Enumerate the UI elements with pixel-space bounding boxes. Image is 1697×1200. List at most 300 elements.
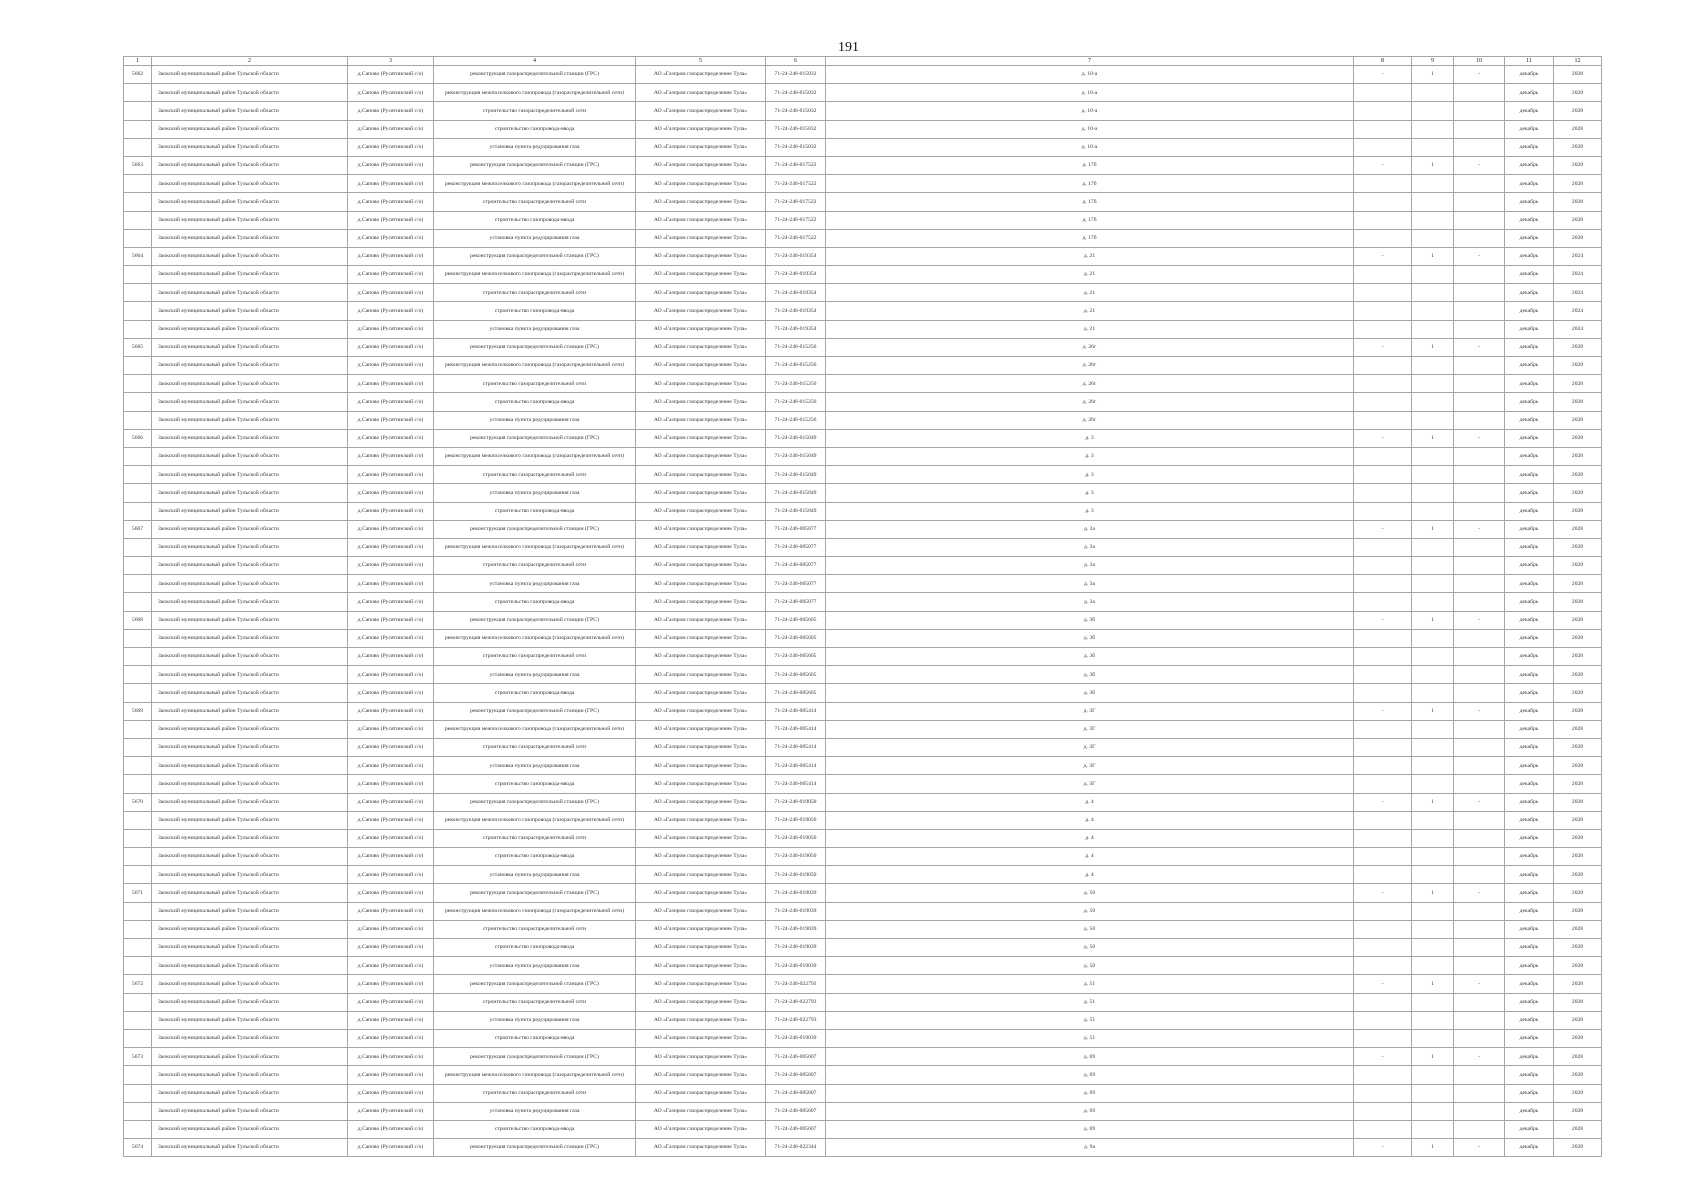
table-cell-col-7: д. 50 [826, 957, 1354, 975]
table-cell-col-4: реконструкция газораспределительной станции (ГРС) [434, 702, 636, 720]
table-cell-col-11: декабрь [1505, 939, 1554, 957]
table-cell-col-7: д. 10-а [826, 102, 1354, 120]
table-cell-col-3: д.Сапово (Русятинский с/о) [348, 338, 434, 356]
table-cell-col-2: Заокский муниципальный район Тульской области [152, 993, 348, 1011]
table-cell-col-10 [1454, 229, 1505, 247]
table-cell-col-6: 71-24-246-019050 [766, 811, 826, 829]
table-cell-col-5: АО «Газпром газораспределение Тула» [636, 447, 766, 465]
table-cell-col-8: - [1354, 338, 1412, 356]
table-cell-col-11: декабрь [1505, 357, 1554, 375]
table-cell-col-9: 1 [1412, 1139, 1454, 1157]
table-cell-col-5: АО «Газпром газораспределение Тула» [636, 702, 766, 720]
table-cell-col-9 [1412, 138, 1454, 156]
table-cell-col-4: строительство газораспределительной сети [434, 920, 636, 938]
table-cell-col-8 [1354, 829, 1412, 847]
table-cell-col-1 [124, 939, 152, 957]
table-cell-col-2: Заокский муниципальный район Тульской области [152, 393, 348, 411]
table-cell-col-6: 71-24-246-015256 [766, 411, 826, 429]
table-cell-col-4: строительство газораспределительной сети [434, 738, 636, 756]
table-cell-col-5: АО «Газпром газораспределение Тула» [636, 193, 766, 211]
table-cell-col-12: 2028 [1554, 175, 1602, 193]
table-cell-col-7: д. 26г [826, 375, 1354, 393]
table-cell-col-9 [1412, 502, 1454, 520]
table-cell-col-9 [1412, 1084, 1454, 1102]
table-cell-col-3: д.Сапово (Русятинский с/о) [348, 648, 434, 666]
table-cell-col-4: установка пункта редуцирования газа [434, 666, 636, 684]
table-cell-col-9 [1412, 302, 1454, 320]
table-cell-col-10 [1454, 957, 1505, 975]
table-cell-col-10 [1454, 557, 1505, 575]
table-cell-col-11: декабрь [1505, 411, 1554, 429]
table-cell-col-5: АО «Газпром газораспределение Тула» [636, 520, 766, 538]
table-cell-col-12: 2028 [1554, 1066, 1602, 1084]
table-cell-col-3: д.Сапово (Русятинский с/о) [348, 920, 434, 938]
table-cell-col-9 [1412, 757, 1454, 775]
table-cell-col-8: - [1354, 702, 1412, 720]
table-cell-col-2: Заокский муниципальный район Тульской области [152, 229, 348, 247]
table-row [124, 648, 1602, 666]
table-cell-col-12: 2028 [1554, 684, 1602, 702]
table-cell-col-9: 1 [1412, 975, 1454, 993]
table-cell-col-4: установка пункта редуцирования газа [434, 229, 636, 247]
table-cell-col-11: декабрь [1505, 957, 1554, 975]
table-cell-col-1 [124, 411, 152, 429]
table-cell-col-9: 1 [1412, 66, 1454, 84]
table-row [124, 866, 1602, 884]
table-cell-col-8 [1354, 302, 1412, 320]
table-cell-col-2: Заокский муниципальный район Тульской области [152, 266, 348, 284]
table-cell-col-7: д. 4 [826, 829, 1354, 847]
table-cell-col-4: реконструкция межпоселкового газопровода (газораспределительной сети) [434, 84, 636, 102]
table-cell-col-12: 2028 [1554, 338, 1602, 356]
table-cell-col-6: 71-24-246-015032 [766, 138, 826, 156]
table-cell-col-11: декабрь [1505, 829, 1554, 847]
table-cell-col-9 [1412, 848, 1454, 866]
table-cell-col-10 [1454, 939, 1505, 957]
table-cell-col-9 [1412, 720, 1454, 738]
table-cell-col-12: 2024 [1554, 247, 1602, 265]
table-cell-col-10 [1454, 993, 1505, 1011]
table-cell-col-7: д. 3 [826, 447, 1354, 465]
table-cell-col-9: 1 [1412, 611, 1454, 629]
table-cell-col-5: АО «Газпром газораспределение Тула» [636, 593, 766, 611]
table-cell-col-9 [1412, 466, 1454, 484]
table-cell-col-9 [1412, 902, 1454, 920]
table-cell-col-7: д. 69 [826, 1102, 1354, 1120]
table-cell-col-10 [1454, 375, 1505, 393]
table-cell-col-12: 2028 [1554, 939, 1602, 957]
table-cell-col-5: АО «Газпром газораспределение Тула» [636, 1120, 766, 1138]
table-cell-col-1 [124, 84, 152, 102]
table-cell-col-2: Заокский муниципальный район Тульской области [152, 429, 348, 447]
table-cell-col-8: - [1354, 611, 1412, 629]
table-cell-col-8 [1354, 393, 1412, 411]
table-cell-col-10: - [1454, 975, 1505, 993]
table-cell-col-1: 5672 [124, 975, 152, 993]
table-cell-col-1 [124, 648, 152, 666]
table-cell-col-9 [1412, 993, 1454, 1011]
table-cell-col-12: 2028 [1554, 793, 1602, 811]
table-cell-col-6: 71-24-246-022793 [766, 1011, 826, 1029]
table-cell-col-4: строительство газораспределительной сети [434, 557, 636, 575]
table-cell-col-4: реконструкция газораспределительной станции (ГРС) [434, 975, 636, 993]
table-row [124, 66, 1602, 84]
table-cell-col-6: 71-24-246-017522 [766, 156, 826, 174]
table-cell-col-2: Заокский муниципальный район Тульской области [152, 120, 348, 138]
table-cell-col-7: д. 26г [826, 411, 1354, 429]
table-cell-col-12: 2028 [1554, 1048, 1602, 1066]
table-cell-col-11: декабрь [1505, 484, 1554, 502]
table-cell-col-3: д.Сапово (Русятинский с/о) [348, 975, 434, 993]
table-cell-col-4: установка пункта редуцирования газа [434, 957, 636, 975]
table-row [124, 302, 1602, 320]
table-cell-col-4: реконструкция газораспределительной станции (ГРС) [434, 884, 636, 902]
table-cell-col-3: д.Сапово (Русятинский с/о) [348, 320, 434, 338]
table-cell-col-8: - [1354, 247, 1412, 265]
table-cell-col-4: строительство газораспределительной сети [434, 829, 636, 847]
table-cell-col-6: 71-24-246-019354 [766, 266, 826, 284]
table-cell-col-3: д.Сапово (Русятинский с/о) [348, 84, 434, 102]
table-row [124, 229, 1602, 247]
table-row [124, 666, 1602, 684]
table-cell-col-3: д.Сапово (Русятинский с/о) [348, 993, 434, 1011]
table-cell-col-3: д.Сапово (Русятинский с/о) [348, 684, 434, 702]
table-cell-col-6: 71-24-246-019039 [766, 957, 826, 975]
table-cell-col-4: реконструкция газораспределительной станции (ГРС) [434, 247, 636, 265]
table-cell-col-4: реконструкция межпоселкового газопровода (газораспределительной сети) [434, 447, 636, 465]
table-cell-col-8: - [1354, 520, 1412, 538]
table-cell-col-5: АО «Газпром газораспределение Тула» [636, 338, 766, 356]
table-row [124, 1048, 1602, 1066]
table-cell-col-3: д.Сапово (Русятинский с/о) [348, 902, 434, 920]
table-cell-col-12: 2028 [1554, 629, 1602, 647]
table-cell-col-12: 2028 [1554, 484, 1602, 502]
table-cell-col-10 [1454, 266, 1505, 284]
table-cell-col-2: Заокский муниципальный район Тульской области [152, 484, 348, 502]
table-cell-col-11: декабрь [1505, 684, 1554, 702]
table-cell-col-1 [124, 447, 152, 465]
table-cell-col-12: 2028 [1554, 66, 1602, 84]
table-cell-col-10 [1454, 920, 1505, 938]
table-cell-col-12: 2028 [1554, 502, 1602, 520]
table-cell-col-10 [1454, 829, 1505, 847]
table-cell-col-1: 5665 [124, 338, 152, 356]
table-cell-col-11: декабрь [1505, 1029, 1554, 1047]
table-cell-col-7: д. 69 [826, 1048, 1354, 1066]
table-cell-col-9 [1412, 629, 1454, 647]
table-cell-col-11: декабрь [1505, 520, 1554, 538]
table-cell-col-3: д.Сапово (Русятинский с/о) [348, 811, 434, 829]
table-cell-col-4: установка пункта редуцирования газа [434, 411, 636, 429]
table-row [124, 502, 1602, 520]
table-cell-col-11: декабрь [1505, 66, 1554, 84]
column-header-4: 4 [434, 57, 636, 66]
table-cell-col-4: установка пункта редуцирования газа [434, 484, 636, 502]
table-cell-col-12: 2024 [1554, 284, 1602, 302]
table-cell-col-8 [1354, 175, 1412, 193]
table-cell-col-3: д.Сапово (Русятинский с/о) [348, 884, 434, 902]
table-cell-col-8 [1354, 848, 1412, 866]
table-cell-col-10 [1454, 484, 1505, 502]
table-cell-col-12: 2028 [1554, 720, 1602, 738]
table-cell-col-2: Заокский муниципальный район Тульской области [152, 884, 348, 902]
column-header-9: 9 [1412, 57, 1454, 66]
table-cell-col-10 [1454, 1066, 1505, 1084]
table-cell-col-9 [1412, 666, 1454, 684]
table-cell-col-6: 71-24-246-005605 [766, 629, 826, 647]
table-cell-col-5: АО «Газпром газораспределение Тула» [636, 902, 766, 920]
table-cell-col-1 [124, 629, 152, 647]
table-cell-col-5: АО «Газпром газораспределение Тула» [636, 66, 766, 84]
table-cell-col-3: д.Сапово (Русятинский с/о) [348, 484, 434, 502]
table-cell-col-11: декабрь [1505, 757, 1554, 775]
table-row [124, 411, 1602, 429]
table-cell-col-3: д.Сапово (Русятинский с/о) [348, 1066, 434, 1084]
table-cell-col-3: д.Сапово (Русятинский с/о) [348, 175, 434, 193]
table-cell-col-12: 2024 [1554, 266, 1602, 284]
table-cell-col-6: 71-24-246-022793 [766, 975, 826, 993]
table-cell-col-8 [1354, 193, 1412, 211]
table-cell-col-1 [124, 211, 152, 229]
table-cell-col-8 [1354, 466, 1412, 484]
table-cell-col-11: декабрь [1505, 902, 1554, 920]
table-cell-col-11: декабрь [1505, 120, 1554, 138]
table-cell-col-11: декабрь [1505, 193, 1554, 211]
table-cell-col-8: - [1354, 1139, 1412, 1157]
table-cell-col-8 [1354, 757, 1412, 775]
table-cell-col-7: д. 50 [826, 939, 1354, 957]
table-cell-col-4: установка пункта редуцирования газа [434, 757, 636, 775]
table-cell-col-3: д.Сапово (Русятинский с/о) [348, 775, 434, 793]
table-cell-col-8 [1354, 1066, 1412, 1084]
table-cell-col-12: 2028 [1554, 920, 1602, 938]
table-cell-col-3: д.Сапово (Русятинский с/о) [348, 502, 434, 520]
table-cell-col-7: д. 3б [826, 684, 1354, 702]
table-cell-col-5: АО «Газпром газораспределение Тула» [636, 357, 766, 375]
table-cell-col-4: строительство газопровода-ввода [434, 939, 636, 957]
table-cell-col-6: 71-24-246-015049 [766, 447, 826, 465]
table-cell-col-3: д.Сапово (Русятинский с/о) [348, 629, 434, 647]
table-cell-col-9 [1412, 266, 1454, 284]
column-header-12: 12 [1554, 57, 1602, 66]
table-cell-col-11: декабрь [1505, 666, 1554, 684]
table-cell-col-12: 2028 [1554, 102, 1602, 120]
table-cell-col-7: д. 4 [826, 793, 1354, 811]
table-cell-col-2: Заокский муниципальный район Тульской области [152, 520, 348, 538]
table-cell-col-2: Заокский муниципальный район Тульской области [152, 975, 348, 993]
table-cell-col-9 [1412, 920, 1454, 938]
table-cell-col-1 [124, 120, 152, 138]
table-cell-col-6: 71-24-246-019039 [766, 920, 826, 938]
table-cell-col-2: Заокский муниципальный район Тульской области [152, 702, 348, 720]
table-cell-col-4: реконструкция межпоселкового газопровода (газораспределительной сети) [434, 720, 636, 738]
table-cell-col-9 [1412, 957, 1454, 975]
table-cell-col-1 [124, 193, 152, 211]
table-cell-col-6: 71-24-246-015032 [766, 120, 826, 138]
table-cell-col-12: 2028 [1554, 138, 1602, 156]
table-cell-col-9: 1 [1412, 429, 1454, 447]
table-row [124, 902, 1602, 920]
table-cell-col-11: декабрь [1505, 975, 1554, 993]
table-cell-col-7: д. 17б [826, 229, 1354, 247]
table-cell-col-5: АО «Газпром газораспределение Тула» [636, 775, 766, 793]
table-cell-col-5: АО «Газпром газораспределение Тула» [636, 211, 766, 229]
table-cell-col-11: декабрь [1505, 866, 1554, 884]
table-cell-col-4: реконструкция газораспределительной станции (ГРС) [434, 338, 636, 356]
table-cell-col-6: 71-24-246-015032 [766, 102, 826, 120]
table-cell-col-6: 71-24-246-015049 [766, 466, 826, 484]
table-cell-col-1: 5669 [124, 702, 152, 720]
table-cell-col-1 [124, 1066, 152, 1084]
table-cell-col-6: 71-24-246-005414 [766, 775, 826, 793]
table-cell-col-8 [1354, 102, 1412, 120]
table-cell-col-1 [124, 266, 152, 284]
table-cell-col-5: АО «Газпром газораспределение Тула» [636, 866, 766, 884]
table-row [124, 84, 1602, 102]
table-cell-col-12: 2028 [1554, 466, 1602, 484]
table-cell-col-6: 71-24-246-015049 [766, 502, 826, 520]
table-cell-col-12: 2028 [1554, 666, 1602, 684]
table-cell-col-3: д.Сапово (Русятинский с/о) [348, 593, 434, 611]
table-cell-col-10 [1454, 1084, 1505, 1102]
table-cell-col-8 [1354, 811, 1412, 829]
table-cell-col-7: д. 51 [826, 1029, 1354, 1047]
table-cell-col-10 [1454, 393, 1505, 411]
table-cell-col-6: 71-24-246-017522 [766, 193, 826, 211]
table-cell-col-2: Заокский муниципальный район Тульской области [152, 411, 348, 429]
table-cell-col-3: д.Сапово (Русятинский с/о) [348, 357, 434, 375]
table-cell-col-7: д. 10-а [826, 120, 1354, 138]
table-cell-col-10 [1454, 211, 1505, 229]
table-row [124, 811, 1602, 829]
table-row [124, 557, 1602, 575]
table-cell-col-4: строительство газопровода-ввода [434, 848, 636, 866]
table-cell-col-2: Заокский муниципальный район Тульской области [152, 302, 348, 320]
table-cell-col-1 [124, 720, 152, 738]
table-cell-col-1 [124, 1120, 152, 1138]
table-cell-col-3: д.Сапово (Русятинский с/о) [348, 466, 434, 484]
table-cell-col-5: АО «Газпром газораспределение Тула» [636, 466, 766, 484]
table-cell-col-5: АО «Газпром газораспределение Тула» [636, 302, 766, 320]
table-cell-col-5: АО «Газпром газораспределение Тула» [636, 684, 766, 702]
table-cell-col-8 [1354, 484, 1412, 502]
table-cell-col-3: д.Сапово (Русятинский с/о) [348, 447, 434, 465]
table-cell-col-2: Заокский муниципальный район Тульской области [152, 775, 348, 793]
table-cell-col-10: - [1454, 247, 1505, 265]
table-cell-col-1: 5670 [124, 793, 152, 811]
table-cell-col-11: декабрь [1505, 793, 1554, 811]
table-cell-col-5: АО «Газпром газораспределение Тула» [636, 120, 766, 138]
table-cell-col-1 [124, 575, 152, 593]
table-cell-col-5: АО «Газпром газораспределение Тула» [636, 229, 766, 247]
table-cell-col-5: АО «Газпром газораспределение Тула» [636, 247, 766, 265]
table-cell-col-5: АО «Газпром газораспределение Тула» [636, 884, 766, 902]
table-cell-col-12: 2028 [1554, 211, 1602, 229]
table-cell-col-4: строительство газораспределительной сети [434, 466, 636, 484]
table-cell-col-12: 2028 [1554, 229, 1602, 247]
table-cell-col-4: строительство газопровода-ввода [434, 211, 636, 229]
table-cell-col-10 [1454, 284, 1505, 302]
table-row [124, 393, 1602, 411]
table-cell-col-7: д. 3б [826, 629, 1354, 647]
table-row [124, 920, 1602, 938]
table-row [124, 538, 1602, 556]
table-cell-col-9: 1 [1412, 156, 1454, 174]
table-body [124, 66, 1602, 1157]
table-cell-col-5: АО «Газпром газораспределение Тула» [636, 266, 766, 284]
table-cell-col-11: декабрь [1505, 1102, 1554, 1120]
table-cell-col-5: АО «Газпром газораспределение Тула» [636, 811, 766, 829]
table-cell-col-1: 5674 [124, 1139, 152, 1157]
table-row [124, 1139, 1602, 1157]
table-cell-col-9 [1412, 593, 1454, 611]
table-cell-col-3: д.Сапово (Русятинский с/о) [348, 702, 434, 720]
table-cell-col-11: декабрь [1505, 1139, 1554, 1157]
table-cell-col-12: 2028 [1554, 557, 1602, 575]
table-cell-col-2: Заокский муниципальный район Тульской области [152, 84, 348, 102]
table-cell-col-7: д. 3Г [826, 738, 1354, 756]
table-cell-col-5: АО «Газпром газораспределение Тула» [636, 429, 766, 447]
table-cell-col-5: АО «Газпром газораспределение Тула» [636, 629, 766, 647]
table-cell-col-1: 5662 [124, 66, 152, 84]
table-cell-col-2: Заокский муниципальный район Тульской области [152, 902, 348, 920]
table-cell-col-8 [1354, 1029, 1412, 1047]
table-row [124, 357, 1602, 375]
table-cell-col-7: д. 10-а [826, 138, 1354, 156]
table-cell-col-10 [1454, 575, 1505, 593]
table-cell-col-12: 2028 [1554, 993, 1602, 1011]
table-cell-col-2: Заокский муниципальный район Тульской области [152, 757, 348, 775]
table-cell-col-2: Заокский муниципальный район Тульской области [152, 466, 348, 484]
table-cell-col-7: д. 3 [826, 502, 1354, 520]
table-cell-col-4: строительство газораспределительной сети [434, 375, 636, 393]
table-cell-col-7: д. 51 [826, 1011, 1354, 1029]
table-cell-col-2: Заокский муниципальный район Тульской области [152, 557, 348, 575]
table-cell-col-6: 71-24-246-015049 [766, 484, 826, 502]
table-cell-col-8 [1354, 920, 1412, 938]
table-cell-col-2: Заокский муниципальный район Тульской области [152, 957, 348, 975]
table-cell-col-3: д.Сапово (Русятинский с/о) [348, 211, 434, 229]
table-cell-col-2: Заокский муниципальный район Тульской области [152, 720, 348, 738]
table-cell-col-1 [124, 1011, 152, 1029]
table-cell-col-7: д. 51 [826, 975, 1354, 993]
table-cell-col-5: АО «Газпром газораспределение Тула» [636, 1048, 766, 1066]
table-cell-col-4: реконструкция газораспределительной станции (ГРС) [434, 1048, 636, 1066]
table-cell-col-1: 5673 [124, 1048, 152, 1066]
table-cell-col-2: Заокский муниципальный район Тульской области [152, 375, 348, 393]
table-row [124, 1084, 1602, 1102]
table-cell-col-5: АО «Газпром газораспределение Тула» [636, 320, 766, 338]
table-cell-col-2: Заокский муниципальный район Тульской области [152, 66, 348, 84]
table-cell-col-2: Заокский муниципальный район Тульской области [152, 247, 348, 265]
table-cell-col-5: АО «Газпром газораспределение Тула» [636, 138, 766, 156]
table-cell-col-2: Заокский муниципальный район Тульской области [152, 793, 348, 811]
table-cell-col-11: декабрь [1505, 84, 1554, 102]
table-cell-col-11: декабрь [1505, 229, 1554, 247]
table-cell-col-3: д.Сапово (Русятинский с/о) [348, 1084, 434, 1102]
table-cell-col-6: 71-24-246-019354 [766, 247, 826, 265]
table-cell-col-6: 71-24-246-019050 [766, 848, 826, 866]
table-cell-col-12: 2028 [1554, 575, 1602, 593]
table-cell-col-3: д.Сапово (Русятинский с/о) [348, 1120, 434, 1138]
table-cell-col-2: Заокский муниципальный район Тульской области [152, 102, 348, 120]
table-cell-col-11: декабрь [1505, 575, 1554, 593]
table-row [124, 1066, 1602, 1084]
table-cell-col-12: 2028 [1554, 411, 1602, 429]
table-cell-col-2: Заокский муниципальный район Тульской области [152, 611, 348, 629]
table-row [124, 138, 1602, 156]
table-cell-col-9 [1412, 357, 1454, 375]
